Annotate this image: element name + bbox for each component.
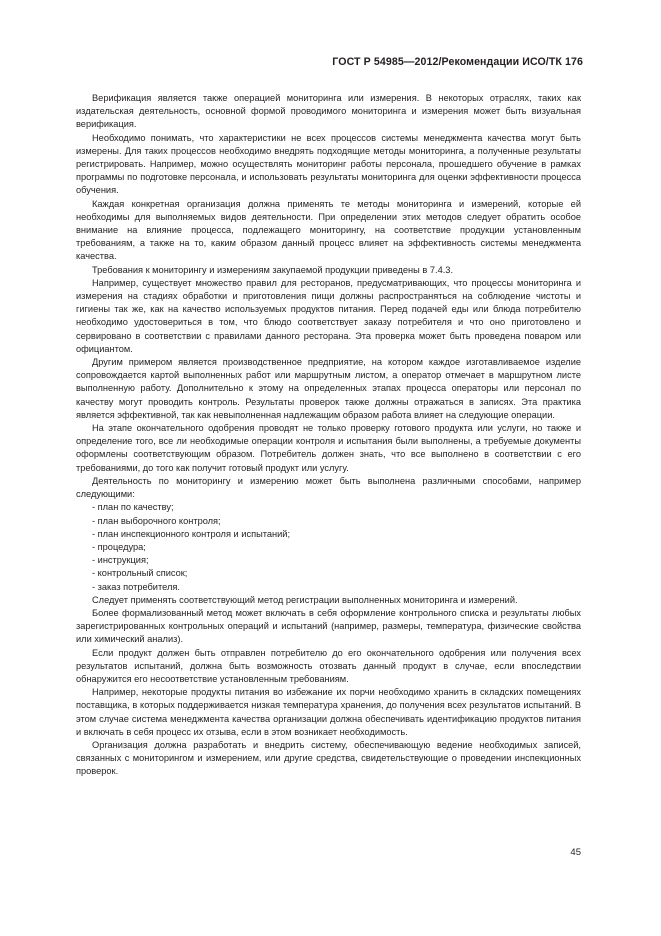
list-item: - процедура;	[92, 541, 146, 552]
paragraph: Если продукт должен быть отправлен потребителю до его окончательного одобрения или получения всех результатов испытаний, должна быть возможность отозвать данный продукт в случае, если впоследствии обнаружится его несоответствие установленным требованиям.	[76, 647, 581, 684]
page-header: ГОСТ Р 54985—2012/Рекомендации ИСО/ТК 176	[332, 56, 583, 68]
paragraph: На этапе окончательного одобрения проводят не только проверку готового продукта или услуги, но также и определение того, все ли необходимые операции контроля и испытания были выполнены, а требуемые документы оформлены соответствующим образом. Потребитель должен знать, что все выполнено в соответствии с его требованиями, до того как получит готовый продукт или услугу.	[76, 423, 581, 473]
paragraph: Верификация является также операцией мониторинга или измерения. В некоторых отраслях, таких как издательская деятельность, основной формой проводимого мониторинга и измерения может быть визуальная верификация.	[76, 93, 581, 130]
list-item: - инструкция;	[92, 555, 149, 566]
list-item: - план инспекционного контроля и испытаний;	[92, 528, 291, 539]
document-body	[76, 92, 581, 779]
paragraph: Например, существует множество правил для ресторанов, предусматривающих, что процессы мониторинга и измерения на стадиях обработки и приготовления пищи должны распространяться на соблюдение чистоты и гигиены так же, как на качество используемых продуктов питания. Перед подачей еды или блюда потребителю необходимо удостовериться в том, что блюдо соответствует заказу потребителя и что оно приготовлено и сервировано в соответствии с правилами данного ресторана. Эта проверка может быть проведена поваром или официантом.	[76, 277, 581, 354]
paragraph: Требования к мониторингу и измерениям закупаемой продукции приведены в 7.4.3.	[92, 264, 454, 275]
paragraph: Необходимо понимать, что характеристики не всех процессов системы менеджмента качества могут быть измерены. Для таких процессов необходимо внедрять подходящие методы мониторинга, а полученные результаты регистрировать. Например, можно осуществлять мониторинг работы персонала, прошедшего обучение в рамках программы по подготовке персонала, и использовать результаты мониторинга для оценки эффективности процесса обучения.	[76, 132, 581, 196]
paragraph: Следует применять соответствующий метод регистрации выполненных мониторинга и измерений.	[92, 594, 518, 605]
paragraph: Деятельность по мониторингу и измерению может быть выполнена различными способами, например следующими:	[76, 475, 581, 500]
list-item: - план по качеству;	[92, 502, 174, 513]
paragraph: Каждая конкретная организация должна применять те методы мониторинга и измерений, которые ей необходимы для выполняемых видов деятельности. При определении этих методов следует обратить особое внимание на влияние процесса, подлежащего мониторингу, на соответствие продукции установленным требованиям, а также на то, каким образом данный процесс влияет на эффективность системы менеджмента качества.	[76, 198, 581, 262]
paragraph: Более формализованный метод может включать в себя оформление контрольного списка и результаты любых зарегистрированных контрольных операций и испытаний (например, размеры, температура, физические свойства или химический анализ).	[76, 607, 581, 645]
list-item: - заказ потребителя.	[92, 581, 180, 592]
list-item: - контрольный список;	[92, 568, 188, 579]
list-item: - план выборочного контроля;	[92, 515, 221, 526]
paragraph: Другим примером является производственное предприятие, на котором каждое изготавливаемое изделие сопровождается картой выполненных работ или маршрутным листом, а оператор отмечает в маршрутном листе выполненную работу. Дополнительно к этому на определенных этапах процесса операторы или персонал по качеству могут проводить контроль. Результаты проверок также должны отражаться в записях. Эта практика является эффективной, так как невыполненная надлежащим образом работа влияет на следующие операции.	[76, 357, 581, 420]
paragraph: Организация должна разработать и внедрить систему, обеспечивающую ведение необходимых записей, связанных с мониторингом и измерением, или другие средства, свидетельствующие о проведении инспекционных проверок.	[76, 739, 581, 777]
page-number: 45	[570, 847, 581, 858]
paragraph: Например, некоторые продукты питания во избежание их порчи необходимо хранить в складских помещениях поставщика, в которых поддерживается низкая температура хранения, до получения всех результатов испытаний. В этом случае система менеджмента качества организации должна обеспечивать идентификацию продуктов питания и включать в себя процесс их отзыва, если в этом возникает необходимость.	[76, 687, 581, 737]
